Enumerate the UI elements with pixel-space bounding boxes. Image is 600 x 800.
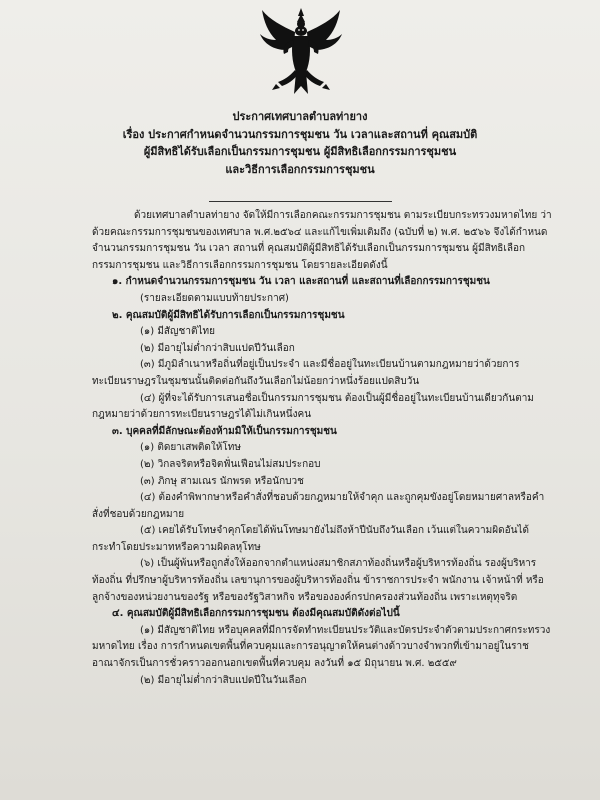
- section-3-item-2: (๒) วิกลจริตหรือจิตฟั่นเฟือนไม่สมประกอบ: [140, 458, 321, 470]
- section-2-item-4: (๔) ผู้ที่จะได้รับการเสนอชื่อเป็นกรรมการชุมชน ต้องเป็นผู้มีชื่ออยู่ในทะเบียนบ้านเดียวกันตามกฎหมายว่าด้วยการทะเบียนราษฎรได้ไม่เกินหนึ่งคน: [92, 392, 534, 421]
- section-3-item-6: (๖) เป็นผู้พ้นหรือถูกสั่งให้ออกจากตำแหน่งสมาชิกสภาท้องถิ่นหรือผู้บริหารท้องถิ่น รองผู้บริหารท้องถิ่น ที่ปรึกษาผู้บริหารท้องถิ่น เลขานุการของผู้บริหารท้องถิ่น ข้าราชการประจำ พนักงาน เจ้าหน้าที่ หรือลูกจ้างของหน่วยงานของรัฐ หรือของรัฐวิสาหกิจ หรือขององค์กรปกครองส่วนท้องถิ่น เพราะเหตุทุจริต: [92, 558, 544, 603]
- section-2-item-1: (๑) มีสัญชาติไทย: [140, 326, 215, 338]
- intro-paragraph: ด้วยเทศบาลตำบลท่ายาง จัดให้มีการเลือกคณะกรรมการชุมชน ตามระเบียบกระทรวงมหาดไทย ว่าด้วยคณะกรรมการชุมชนของเทศบาล พ.ศ.๒๕๖๔ และแก้ไขเพิ่มเติมถึง (ฉบับที่ ๒) พ.ศ. ๒๕๖๖ จึงได้กำหนดจำนวนกรรมการชุมชน วัน เวลา สถานที่ คุณสมบัติผู้มีสิทธิได้รับเลือกเป็นกรรมการชุมชน ผู้มีสิทธิเลือกกรรมการชุมชน และวิธีการเลือกกรรมการชุมชน โดยรายละเอียดดังนี้: [92, 210, 552, 271]
- announcement-subject-line2: ผู้มีสิทธิได้รับเลือกเป็นกรรมการชุมชน ผู้มีสิทธิเลือกกรรมการชุมชน: [143, 145, 457, 158]
- section-2-title: ๒. คุณสมบัติผู้มีสิทธิได้รับการเลือกเป็นกรรมการชุมชน: [112, 309, 345, 321]
- garuda-emblem-icon: [258, 6, 344, 98]
- section-1-note: (รายละเอียดตามแบบท้ายประกาศ): [140, 292, 289, 304]
- section-3-item-4: (๔) ต้องคำพิพากษาหรือคำสั่งที่ชอบด้วยกฎหมายให้จำคุก และถูกคุมขังอยู่โดยหมายศาลหรือคำสั่งที่ชอบด้วยกฎหมาย: [92, 492, 545, 520]
- announcement-subject-line1: เรื่อง ประกาศกำหนดจำนวนกรรมการชุมชน วัน เวลาและสถานที่ คุณสมบัติ: [122, 127, 478, 141]
- section-4-title: ๔. คุณสมบัติผู้มีสิทธิเลือกกรรมการชุมชน ต้องมีคุณสมบัติดังต่อไปนี้: [112, 608, 400, 620]
- section-3-title: ๓. บุคคลที่มีลักษณะต้องห้ามมิให้เป็นกรรมการชุมชน: [112, 425, 337, 437]
- section-3-item-1: (๑) ติดยาเสพติดให้โทษ: [140, 442, 241, 454]
- section-2-item-2: (๒) มีอายุไม่ต่ำกว่าสิบแปดปีวันเลือก: [140, 342, 295, 354]
- announcement-issuer: ประกาศเทศบาลตำบลท่ายาง: [232, 110, 368, 123]
- section-2-item-3: (๓) มีภูมิลำเนาหรือถิ่นที่อยู่เป็นประจำ และมีชื่ออยู่ในทะเบียนบ้านตามกฎหมายว่าด้วยการทะเบียนราษฎรในชุมชนนั้นติดต่อกันถึงวันเลือกไม่น้อยกว่าหนึ่งร้อยแปดสิบวัน: [92, 359, 520, 387]
- section-1-title: ๑. กำหนดจำนวนกรรมการชุมชน วัน เวลา และสถานที่ และสถานที่เลือกกรรมการชุมชน: [112, 276, 490, 288]
- announcement-body: [92, 208, 552, 689]
- announcement-header: [0, 108, 600, 178]
- header-divider: [209, 201, 392, 202]
- announcement-subject-line3: และวิธีการเลือกกรรมการชุมชน: [225, 162, 375, 176]
- section-3-item-3: (๓) ภิกษุ สามเณร นักพรต หรือนักบวช: [140, 475, 304, 487]
- section-4-item-1: (๑) มีสัญชาติไทย หรือบุคคลที่มีการจัดทำทะเบียนประวัติและบัตรประจำตัวตามประกาศกระทรวงมหาดไทย เรื่อง การกำหนดเขตพื้นที่ควบคุมและการอนุญาตให้คนต่างด้าวบางจำพวกที่เข้ามาอยู่ในราชอาณาจักรเป็นการชั่วคราวออกนอกเขตพื้นที่ควบคุม ลงวันที่ ๑๕ มิถุนายน พ.ศ. ๒๕๕๙: [92, 624, 551, 670]
- section-3-item-5: (๕) เคยได้รับโทษจำคุกโดยได้พ้นโทษมายังไม่ถึงห้าปีนับถึงวันเลือก เว้นแต่ในความผิดอันได้กระทำโดยประมาทหรือความผิดลหุโทษ: [92, 525, 529, 553]
- section-4-item-2: (๒) มีอายุไม่ต่ำกว่าสิบแปดปีในวันเลือก: [140, 674, 307, 686]
